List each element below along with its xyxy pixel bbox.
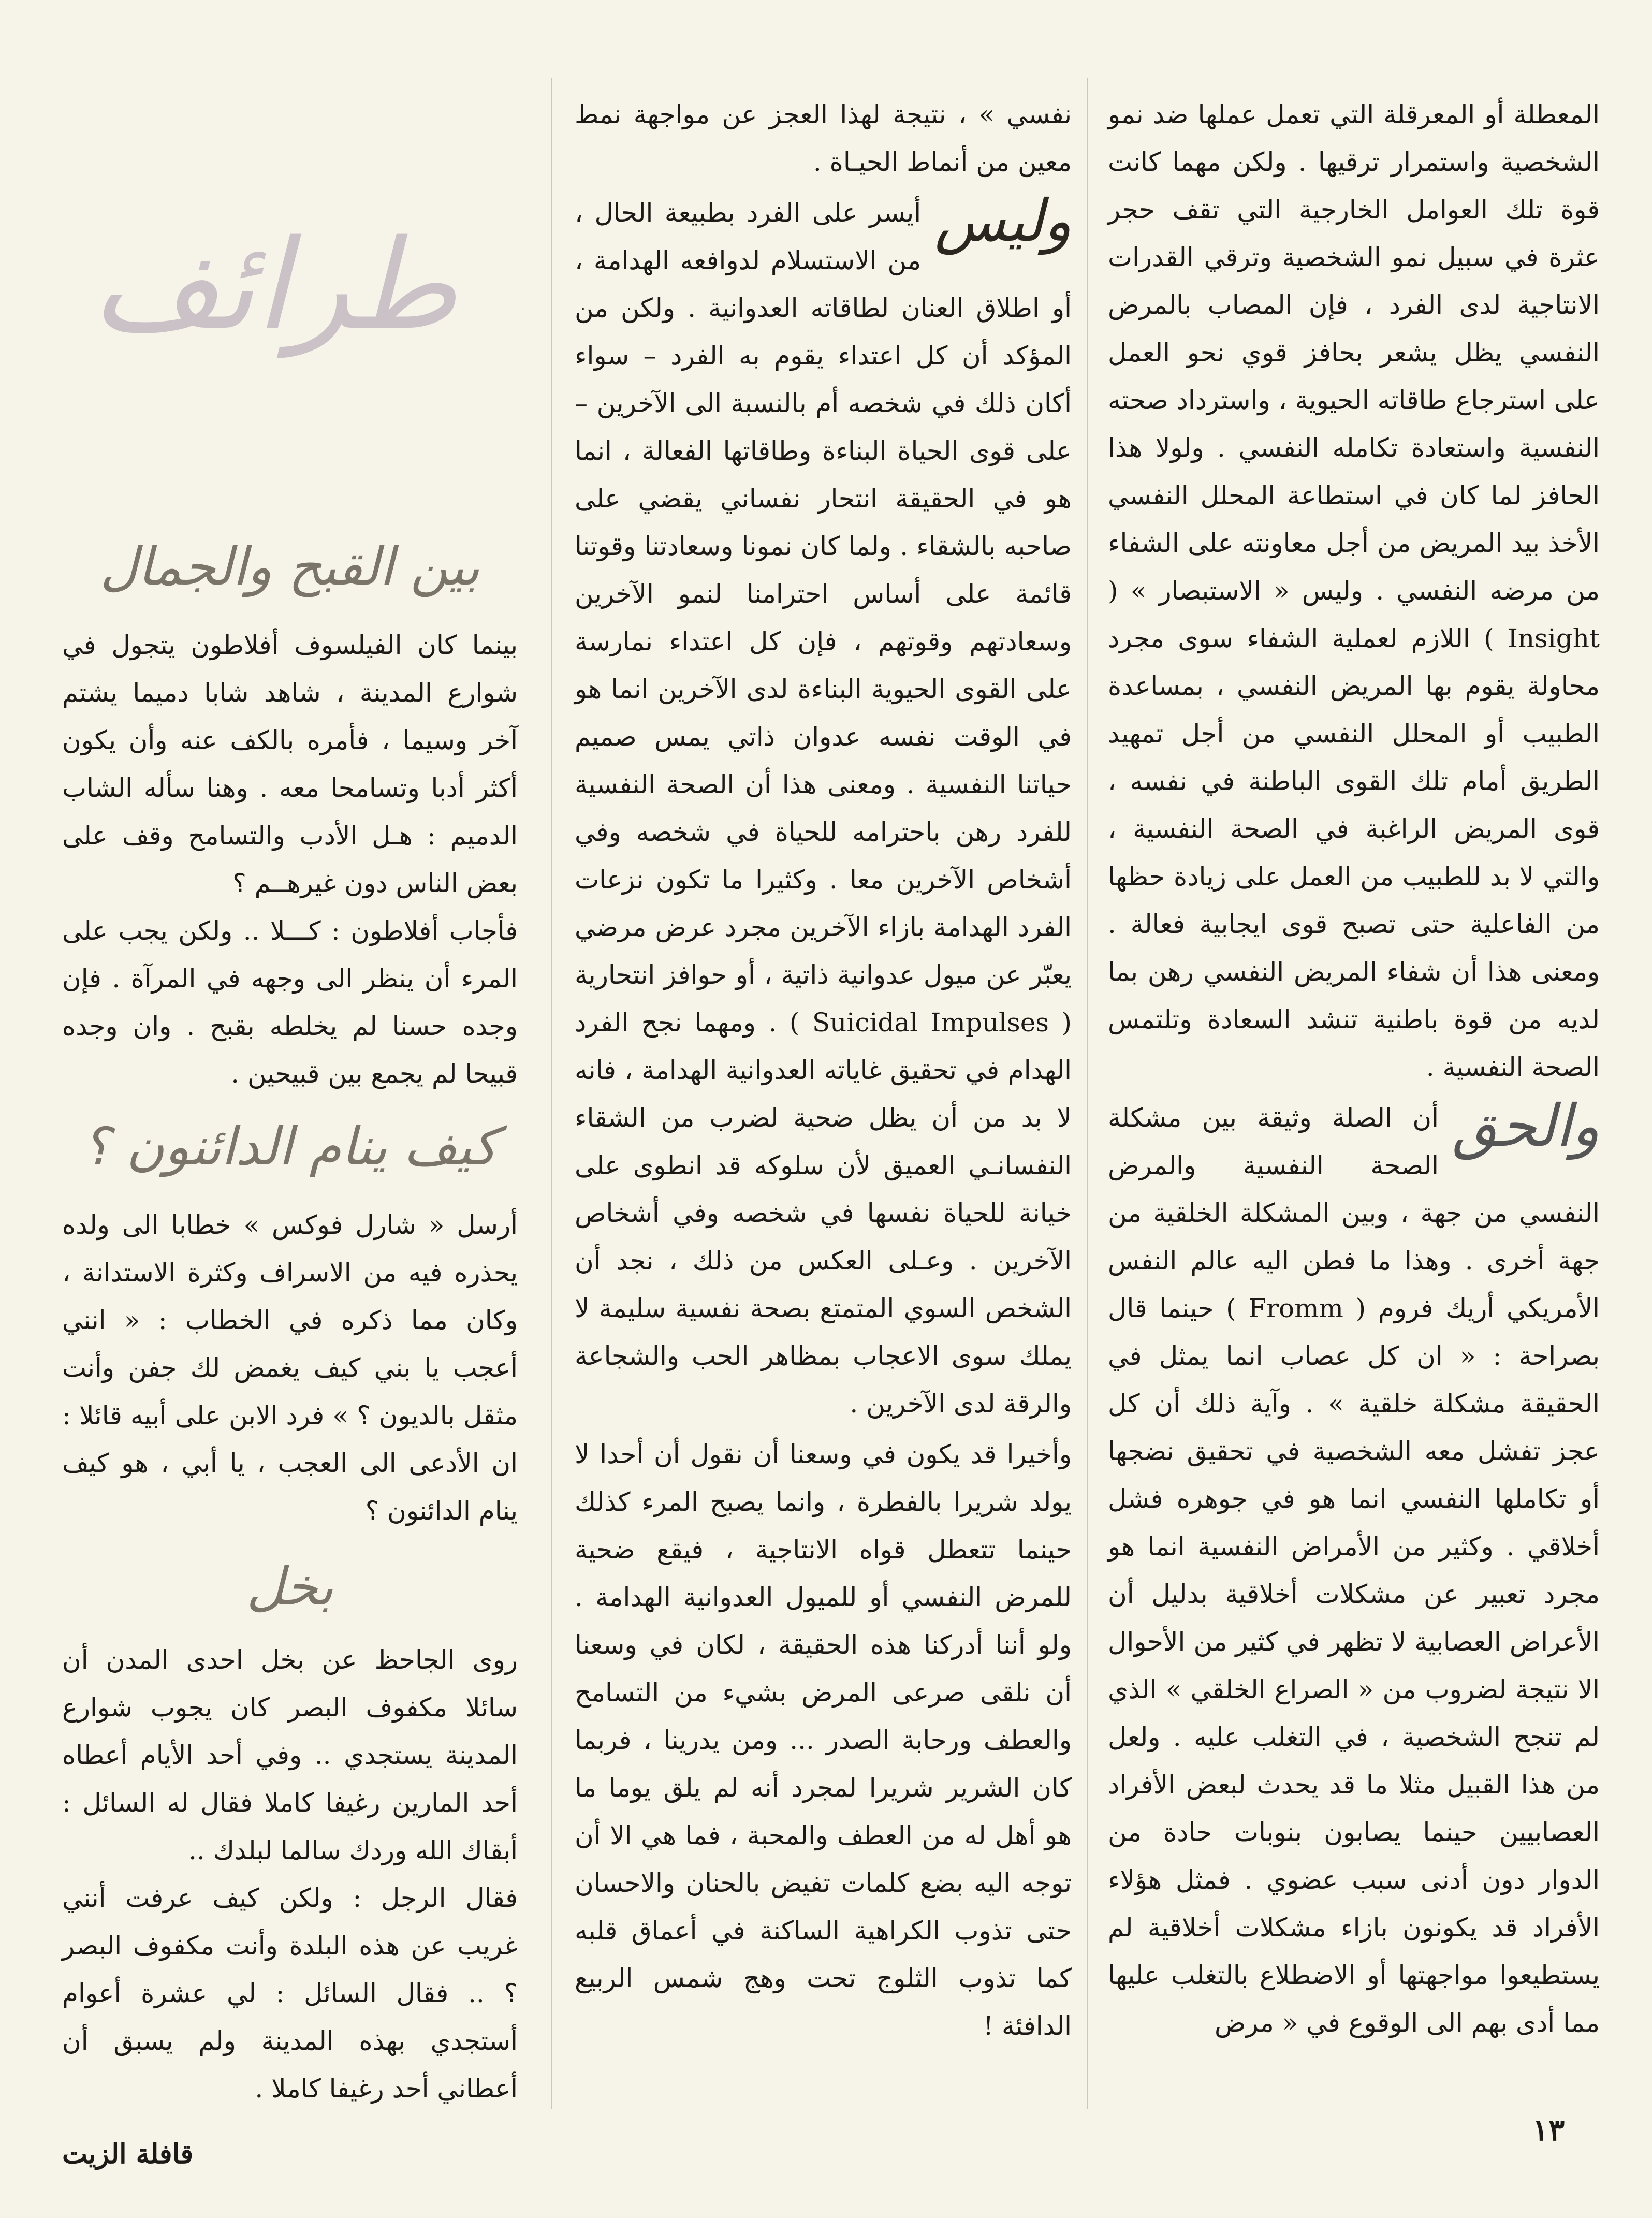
article-column-middle	[575, 91, 1072, 2053]
magazine-name: قافلة الزيت	[62, 2138, 194, 2170]
anecdote-heading: كيف ينام الدائنون ؟	[82, 1116, 498, 1177]
paragraph: المعطلة أو المعرقلة التي تعمل عملها ضد نمو الشخصية واستمرار ترقيها . ولكن مهما كانت قوة تلك العوامل الخارجية التي تقف حجر عثرة في سبيل نمو الشخصية وترقي القدرات الانتاجية لدى الفرد ، فإن المصاب بالمرض النفسي يظل يشعر بحافز قوي نحو العمل على استرجاع طاقاته الحيوية ، واسترداد صحته النفسية واستعادة تكامله النفسي . ولولا هذا الحافز لما كان في استطاعة المحلل النفسي الأخذ بيد المريض من أجل معاونته على الشفاء من مرضه النفسي . وليس « الاستبصار » ( Insight ) اللازم لعملية الشفاء سوى مجرد محاولة يقوم بها المريض النفسي ، بمساعدة الطبيب أو المحلل النفسي من أجل تمهيد الطريق أمام تلك القوى الباطنة في نفسه ، قوى المريض الراغبة في الصحة النفسية ، والتي لا بد للطبيب من العمل على زيادة حظها من الفاعلية حتى تصبح قوى ايجابية فعالة . ومعنى هذا أن شفاء المريض النفسي رهن بما لديه من قوة باطنية تنشد السعادة وتلتمس الصحة النفسية .	[1108, 99, 1600, 1082]
paragraph	[575, 189, 1072, 1427]
paragraph: أرسل « شارل فوكس » خطابا الى ولده يحذره فيه من الاسراف وكثرة الاستدانة ، وكان مما ذكره في الخطاب : « انني أعجب يا بني كيف يغمض لك جفن وأنت مثقل بالديون ؟ » فرد الابن على أبيه قائلا : ان الأدعى الى العجب ، يا أبي ، هو كيف ينام الدائنون ؟	[62, 1210, 518, 1526]
section-title-logo: طرائف	[92, 212, 457, 357]
paragraph: فأجاب أفلاطون : كـــلا .. ولكن يجب على المرء أن ينظر الى وجهه في المرآة . فإن وجده حسنا لم يخلطه بقبح . وان وجده قبيحا لم يجمع بين قبيحين .	[62, 916, 518, 1089]
anecdote-body	[62, 621, 518, 1098]
column-divider	[551, 78, 552, 2109]
article-column-right	[1108, 91, 1600, 2050]
paragraph: روى الجاحظ عن بخل احدى المدن أن سائلا مكفوف البصر كان يجوب شوارع المدينة يستجدي .. وفي أحد الأيام أعطاه أحد المارين رغيفا كاملا فقال له السائل : أبقاك الله وردك سالما لبلدك ..	[62, 1645, 518, 1865]
drop-word: وليس	[934, 187, 1072, 255]
paragraph: بينما كان الفيلسوف أفلاطون يتجول في شوارع المدينة ، شاهد شابا دميما يشتم آخر وسيما ، فأمره بالكف عنه وأن يكون أكثر أدبا وتسامحا معه . وهنا سأله الشاب الدميم : هـل الأدب والتسامح وقف على بعض الناس دون غيرهــم ؟	[62, 630, 518, 898]
paragraph	[1108, 1094, 1600, 2047]
paragraph: وأخيرا قد يكون في وسعنا أن نقول أن أحدا لا يولد شريرا بالفطرة ، وانما يصبح المرء كذلك حينما تتعطل قواه الانتاجية ، فيقع ضحية للمرض النفسي أو للميول العدوانية الهدامة . ولو أننا أدركنا هذه الحقيقة ، لكان في وسعنا أن نلقى صرعى المرض بشيء من التسامح والعطف ورحابة الصدر ... ومن يدرينا ، فربما كان الشرير شريرا لمجرد أنه لم يلق يوما ما هو أهل له من العطف والمحبة ، فما هي الا أن توجه اليه بضع كلمات تفيض بالحنان والاحسان حتى تذوب الكراهية الساكنة في أعماق قلبه كما تذوب الثلوج تحت وهج شمس الربيع الدافئة !	[575, 1439, 1072, 2041]
anecdote-heading: بين القبح والجمال	[100, 536, 480, 597]
column-divider	[1087, 78, 1088, 2109]
paragraph-text: أيسر على الفرد بطبيعة الحال ، من الاستسلام لدوافعه الهدامة ، أو اطلاق العنان لطاقاته العدوانية . ولكن من المؤكد أن كل اعتداء يقوم به الفرد – سواء أكان ذلك في شخصه أم بالنسبة الى الآخرين – على قوى الحياة البناءة وطاقاتها الفعالة ، انما هو في الحقيقة انتحار نفساني يقضي على صاحبه بالشقاء . ولما كان نمونا وسعادتنا وقوتنا قائمة على أساس احترامنا لنمو الآخرين وسعادتهم وقوتهم ، فإن كل اعتداء نمارسة على القوى الحيوية البناءة لدى الآخرين انما هو في الوقت نفسه عدوان ذاتي يمس صميم حياتنا النفسية . ومعنى هذا أن الصحة النفسية للفرد رهن باحترامه للحياة في شخصه وفي أشخاص الآخرين معا . وكثيرا ما تكون نزعات الفرد الهدامة بازاء الآخرين مجرد عرض مرضي يعبّر عن ميول عدوانية ذاتية ، أو حوافز انتحارية ( Suicidal Impulses ) . ومهما نجح الفرد الهدام في تحقيق غاياته العدوانية الهدامة ، فانه لا بد من أن يظل ضحية لضرب من الشقاء النفسانـي العميق لأن سلوكه قد انطوى على خيانة للحياة نفسها في شخصه وفي أشخاص الآخرين . وعـلى العكس من ذلك ، نجد أن الشخص السوي المتمتع بصحة نفسية سليمة لا يملك سوى الاعجاب بمظاهر الحب والشجاعة والرقة لدى الآخرين .	[575, 198, 1072, 1419]
anecdote-body	[62, 1201, 518, 1535]
anecdote-heading: بخل	[246, 1556, 334, 1617]
anecdote-body	[62, 1636, 518, 2112]
paragraph: فقال الرجل : ولكن كيف عرفت أنني غريب عن هذه البلدة وأنت مكفوف البصر ؟ .. فقال السائل : لي عشرة أعوام أستجدي بهذه المدينة ولم يسبق أن أعطاني أحد رغيفا كاملا .	[62, 1883, 518, 2104]
paragraph-text: أن الصلة وثيقة بين مشكلة الصحة النفسية والمرض النفسي من جهة ، وبين المشكلة الخلقية من جهة أخرى . وهذا ما فطن اليه عالم النفس الأمريكي أريك فروم ( Fromm ) حينما قال بصراحة : « ان كل عصاب انما يمثل في الحقيقة مشكلة خلقية » . وآية ذلك أن كل عجز تفشل معه الشخصية في تحقيق نضجها أو تكاملها النفسي انما هو في جوهره فشل أخلاقي . وكثير من الأمراض النفسية انما هو مجرد تعبير عن مشكلات أخلاقية بدليل أن الأعراض العصابية لا تظهر في كثير من الأحوال الا نتيجة لضروب من « الصراع الخلقي » الذي لم تنجح الشخصية ، في التغلب عليه . ولعل من هذا القبيل مثلا ما قد يحدث لبعض الأفراد العصابيين حينما يصابون بنوبات حادة من الدوار دون أدنى سبب عضوي . فمثل هؤلاء الأفراد قد يكونون بازاء مشكلات أخلاقية لم يستطيعوا مواجهتها أو الاضطلاع بالتغلب عليها مما أدى بهم الى الوقوع في « مرض	[1108, 1103, 1600, 2038]
paragraph: نفسي » ، نتيجة لهذا العجز عن مواجهة نمط معين من أنماط الحيـاة .	[575, 99, 1072, 177]
drop-word: والحق	[1452, 1092, 1600, 1160]
page-number: ١٣	[1532, 2112, 1565, 2148]
